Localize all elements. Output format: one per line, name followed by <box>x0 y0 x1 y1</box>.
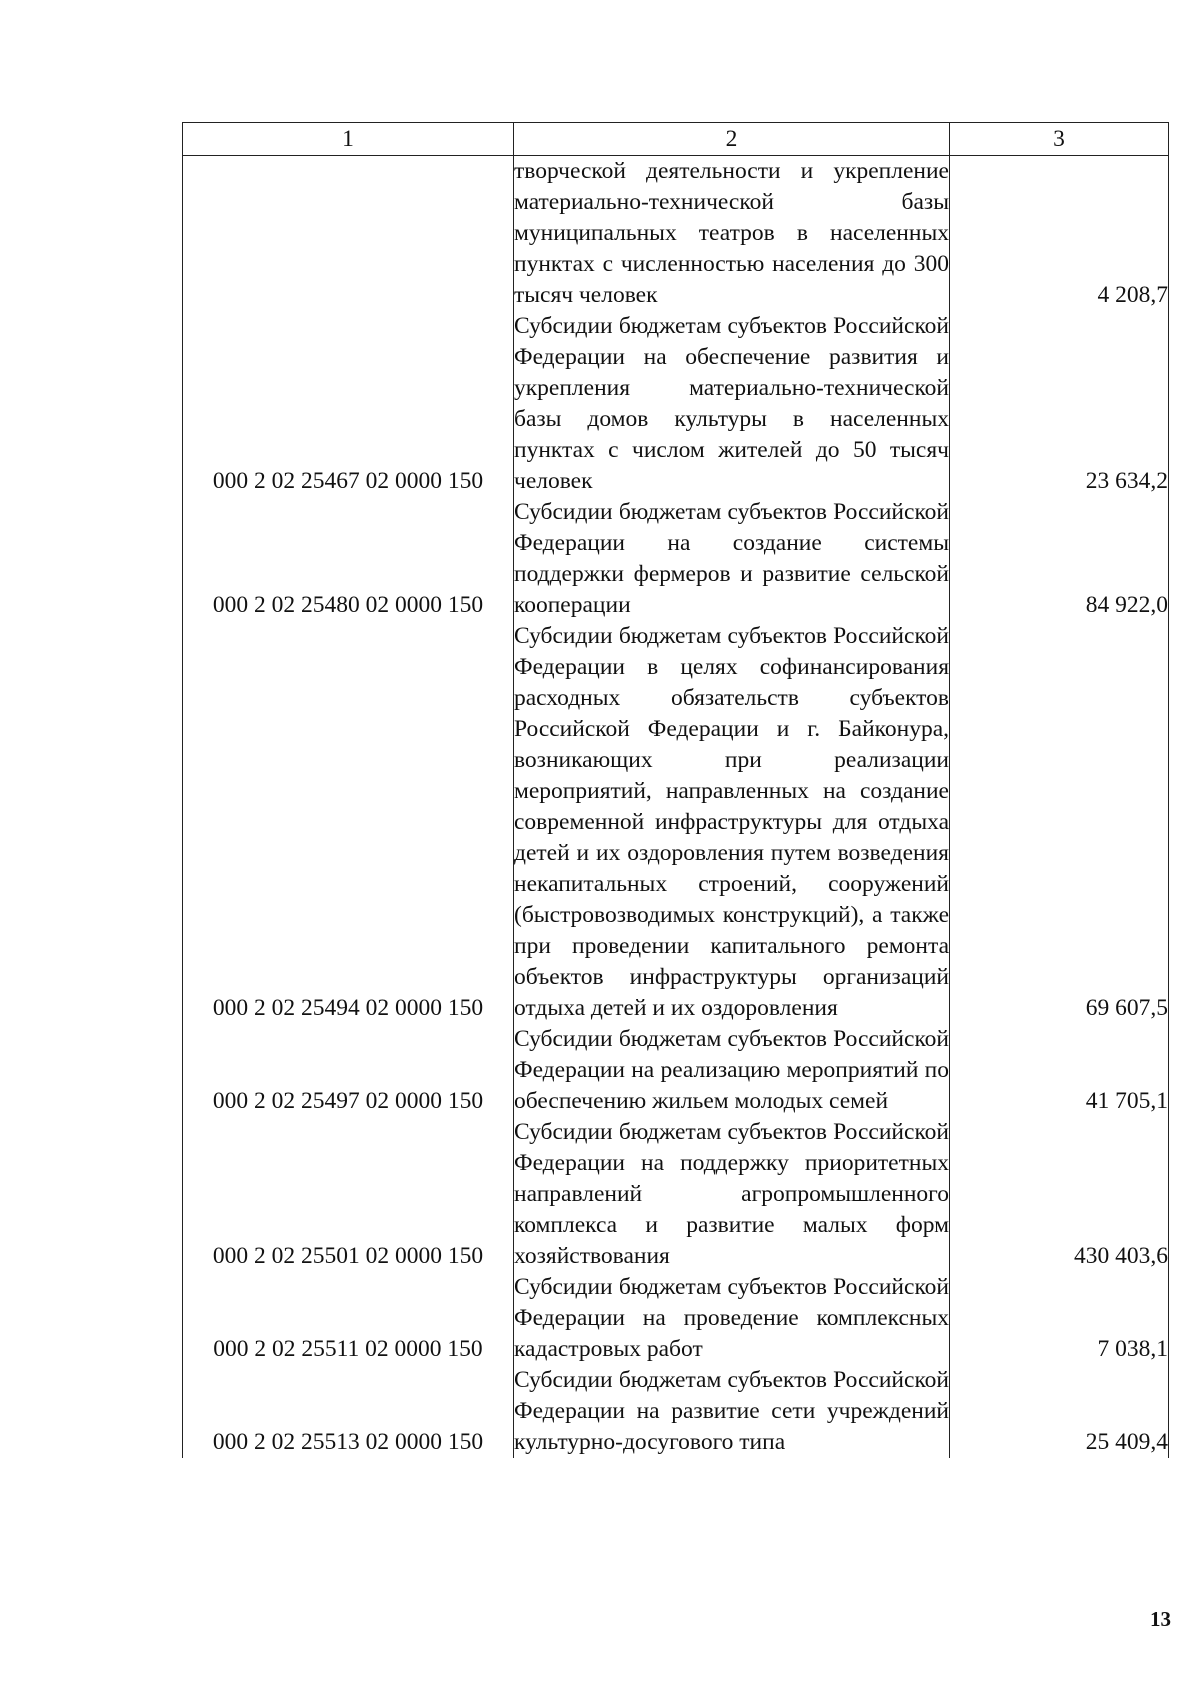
page-number: 13 <box>1150 1607 1171 1631</box>
table-row <box>183 156 1169 312</box>
amount: 23 634,2 <box>950 311 1169 497</box>
description: Субсидии бюджетам субъектов Российской Федерации на развитие сети учреждений культурно-досугового типа <box>514 1365 950 1458</box>
header-col-2: 2 <box>514 123 950 156</box>
description: творческой деятельности и укрепление материально-технической базы муниципальных театров в населенных пунктах с численностью населения до 300 тысяч человек <box>514 156 950 312</box>
description: Субсидии бюджетам субъектов Российской Федерации на поддержку приоритетных направлений агропромышленного комплекса и развитие малых форм хозяйствования <box>514 1117 950 1272</box>
header-row <box>183 123 1169 156</box>
header-col-3: 3 <box>950 123 1169 156</box>
table-row <box>183 1272 1169 1365</box>
budget-table <box>182 122 1169 1458</box>
budget-code <box>183 156 514 312</box>
budget-code: 000 2 02 25494 02 0000 150 <box>183 621 514 1024</box>
header-col-1: 1 <box>183 123 514 156</box>
table-row <box>183 311 1169 497</box>
amount: 84 922,0 <box>950 497 1169 621</box>
amount: 25 409,4 <box>950 1365 1169 1458</box>
budget-code: 000 2 02 25467 02 0000 150 <box>183 311 514 497</box>
table-row <box>183 1365 1169 1458</box>
description: Субсидии бюджетам субъектов Российской Федерации на создание системы поддержки фермеров и развитие сельской кооперации <box>514 497 950 621</box>
description: Субсидии бюджетам субъектов Российской Федерации в целях софинансирования расходных обязательств субъектов Российской Федерации и г. Байконура, возникающих при реализации мероприятий, направленных на создание современной инфраструктуры для отдыха детей и их оздоровления путем возведения некапитальных строений, сооружений (быстровозводимых конструкций), а также при проведении капитального ремонта объектов инфраструктуры организаций отдыха детей и их оздоровления <box>514 621 950 1024</box>
budget-code: 000 2 02 25513 02 0000 150 <box>183 1365 514 1458</box>
description: Субсидии бюджетам субъектов Российской Федерации на обеспечение развития и укрепления материально-технической базы домов культуры в населенных пунктах с числом жителей до 50 тысяч человек <box>514 311 950 497</box>
description: Субсидии бюджетам субъектов Российской Федерации на проведение комплексных кадастровых работ <box>514 1272 950 1365</box>
amount: 41 705,1 <box>950 1024 1169 1117</box>
amount: 4 208,7 <box>950 156 1169 312</box>
table-row <box>183 621 1169 1024</box>
table-row <box>183 1024 1169 1117</box>
budget-code: 000 2 02 25501 02 0000 150 <box>183 1117 514 1272</box>
budget-code: 000 2 02 25511 02 0000 150 <box>183 1272 514 1365</box>
budget-code: 000 2 02 25480 02 0000 150 <box>183 497 514 621</box>
amount: 7 038,1 <box>950 1272 1169 1365</box>
amount: 69 607,5 <box>950 621 1169 1024</box>
budget-code: 000 2 02 25497 02 0000 150 <box>183 1024 514 1117</box>
description: Субсидии бюджетам субъектов Российской Федерации на реализацию мероприятий по обеспечению жильем молодых семей <box>514 1024 950 1117</box>
table-row <box>183 497 1169 621</box>
amount: 430 403,6 <box>950 1117 1169 1272</box>
table-row <box>183 1117 1169 1272</box>
